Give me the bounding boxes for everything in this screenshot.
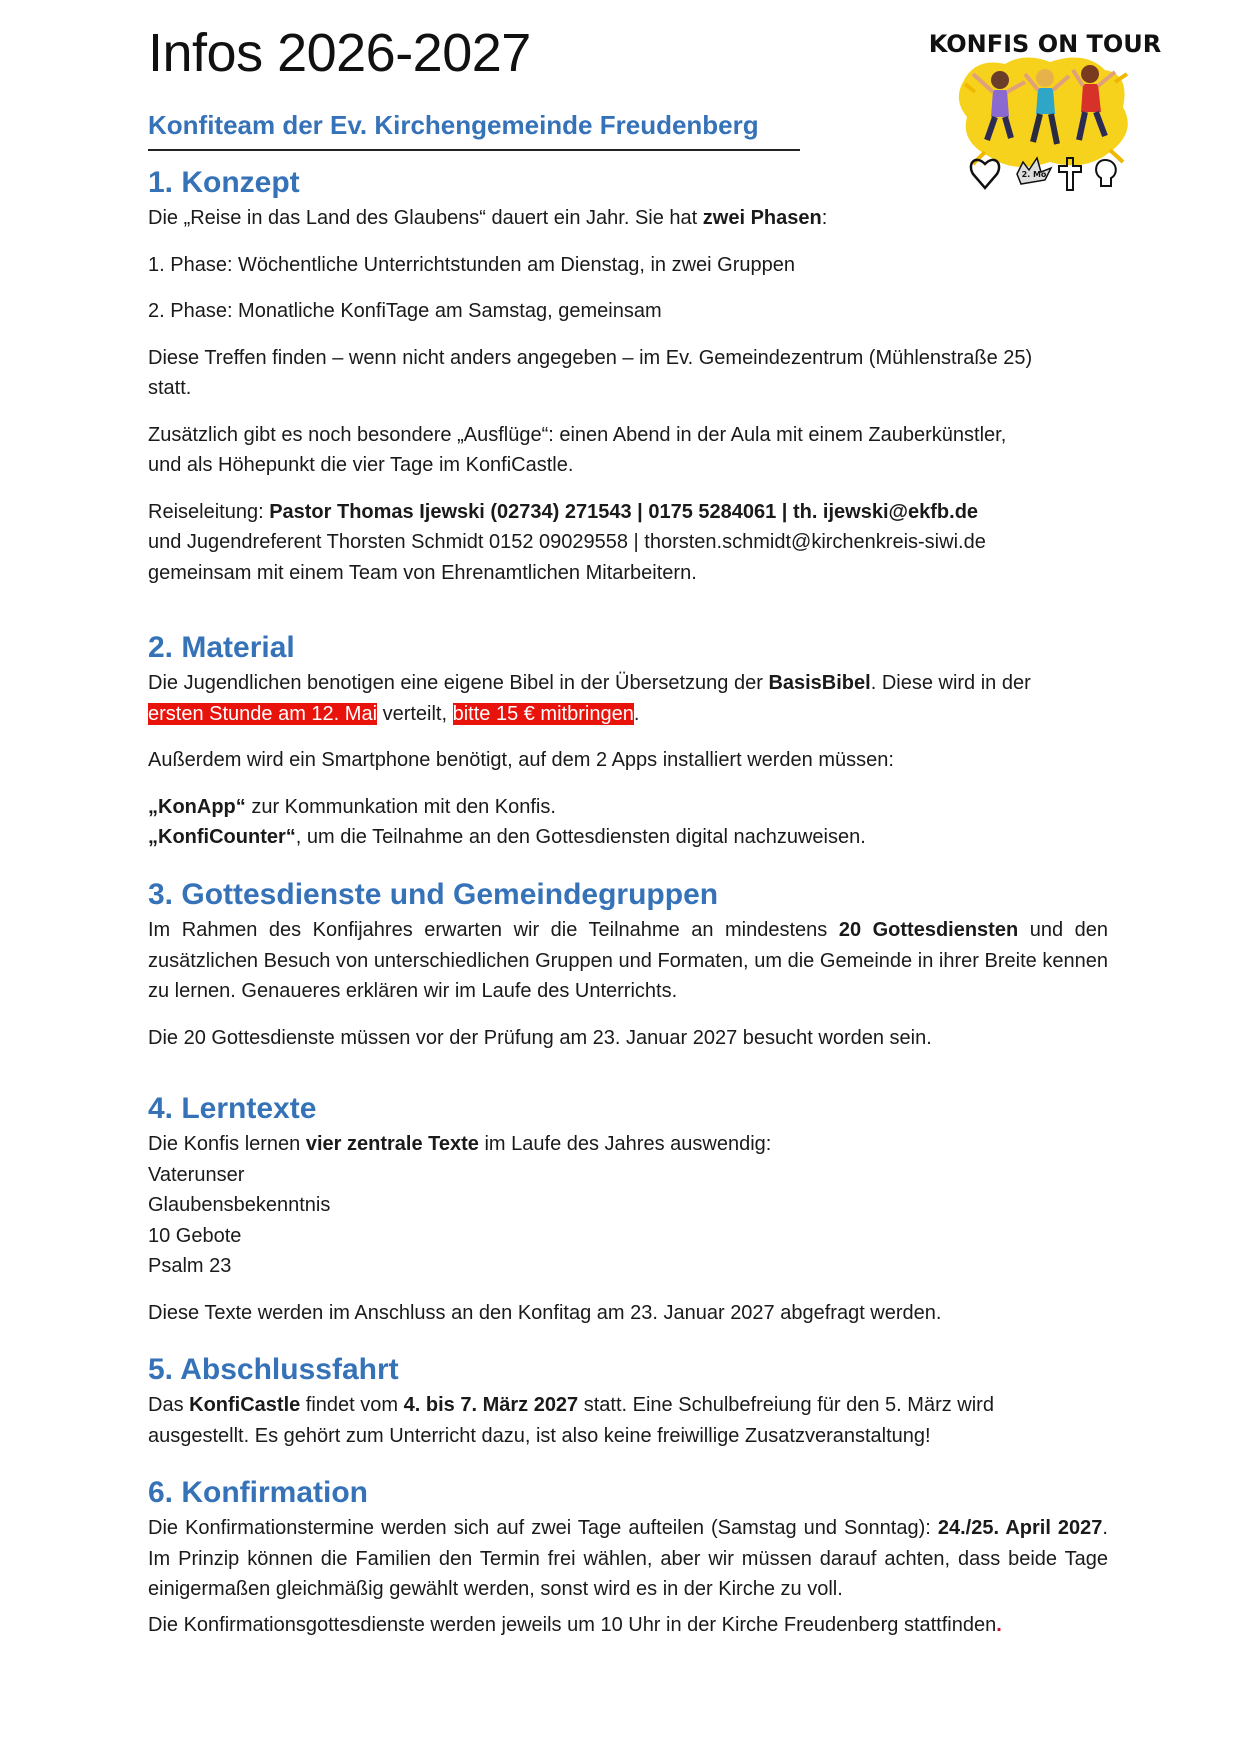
phase-2: 2. Phase: Monatliche KonfiTage am Samstag, gemeinsam [148,300,662,322]
section-material [148,628,1108,853]
lerntexte-intro: Die Konfis lernen vier zentrale Texte im Laufe des Jahres auswendig: [148,1133,772,1155]
list-item: 10 Gebote [148,1224,242,1247]
section-heading: 4. Lerntexte [148,1092,317,1125]
list-item: Glaubensbekenntnis [148,1194,331,1216]
section-konfirmation [148,1473,1108,1640]
page-title: Infos 2026-2027 [148,23,531,83]
konfirmation-dates: Die Konfirmationstermine werden sich auf zwei Tage aufteilen (Samstag und Sonntag): 24./25. April 2027. Im Prinzip können die Familien den Termin frei wählen, aber wir müssen darauf achten, dass beide Tage einigermaßen gleichmäßig gewählt werden, sonst wird es in der Kirche zu voll. [148,1517,1108,1600]
material-apps: „KonApp“ zur Kommunkation mit den Konfis. „KonfiCounter“, um die Teilnahme an den Gottesdiensten digital nachzuweisen. [148,795,866,848]
highlight-payment: bitte 15 € mitbringen [452,702,634,725]
phase-1: 1. Phase: Wöchentliche Unterrichtstunden am Dienstag, in zwei Gruppen [148,253,796,276]
highlight-date: ersten Stunde am 12. Mai [148,702,378,725]
svg-text:2. Mo: 2. Mo [1021,170,1047,179]
section-abschlussfahrt [148,1350,1108,1451]
gottesdienste-deadline: Die 20 Gottesdienste müssen vor der Prüfung am 23. Januar 2027 besucht worden sein. [148,1026,932,1049]
section-heading: 5. Abschlussfahrt [148,1353,399,1386]
material-bible: Die Jugendlichen benotigen eine eigene Bibel in der Übersetzung der BasisBibel. Diese wird in der ersten Stunde am 12. Mai verteilt, bitte 15 € mitbringen. [148,672,1031,725]
material-smartphone: Außerdem wird ein Smartphone benötigt, auf dem 2 Apps installiert werden müssen: [148,749,894,771]
section-heading: 3. Gottesdienste und Gemeindegruppen [148,878,719,911]
list-item: Psalm 23 [148,1255,232,1277]
section-heading: 6. Konfirmation [148,1476,369,1509]
konfirmation-time: Die Konfirmationsgottesdienste werden jeweils um 10 Uhr in der Kirche Freudenberg stattfinden. [148,1613,1002,1636]
konzept-intro: Die „Reise in das Land des Glaubens“ dauert ein Jahr. Sie hat zwei Phasen: [148,207,828,229]
list-item: Vaterunser [148,1163,245,1186]
section-heading: 1. Konzept [148,166,300,199]
section-gottesdienste [148,875,1108,1053]
lerntexte-exam: Diese Texte werden im Anschluss an den Konfitag am 23. Januar 2027 abgefragt werden. [148,1301,942,1324]
leadership: Reiseleitung: Pastor Thomas Ijewski (02734) 271543 | 0175 5284061 | th. ijewski@ekfb.de und Jugendreferent Thorsten Schmidt 0152 09029558 | thorsten.schmidt@kirchenkreis-siwi.de gemeinsam mit einem Team von Ehrenamtlichen Mitarbeitern. [148,500,986,584]
abschluss-text: Das KonfiCastle findet vom 4. bis 7. März 2027 statt. Eine Schulbefreiung für den 5. März wird ausgestellt. Es gehört zum Unterricht dazu, ist also keine freiwillige Zusatzveranstaltung! [148,1394,994,1447]
svg-text:KONFIS ON TOUR: KONFIS ON TOUR [928,30,1162,58]
meeting-location: Diese Treffen finden – wenn nicht anders angegeben – im Ev. Gemeindezentrum (Mühlenstraße 25) statt. [148,346,1033,399]
section-heading: 2. Material [148,631,295,664]
excursions: Zusätzlich gibt es noch besondere „Ausflüge“: einen Abend in der Aula mit einem Zauberkünstler, und als Höhepunkt die vier Tage im KonfiCastle. [148,423,1007,476]
page-subtitle: Konfiteam der Ev. Kirchengemeinde Freudenberg [148,110,759,140]
title-divider [148,149,800,151]
section-konzept [148,163,1108,588]
section-lerntexte [148,1089,1108,1328]
gottesdienste-intro: Im Rahmen des Konfijahres erwarten wir die Teilnahme an mindestens 20 Gottesdiensten und den zusätzlichen Besuch von unterschiedlichen Gruppen und Formaten, um die Gemeinde in ihrer Breite kennen zu lernen. Genaueres erklären wir im Laufe des Unterrichts. [148,919,1108,1002]
